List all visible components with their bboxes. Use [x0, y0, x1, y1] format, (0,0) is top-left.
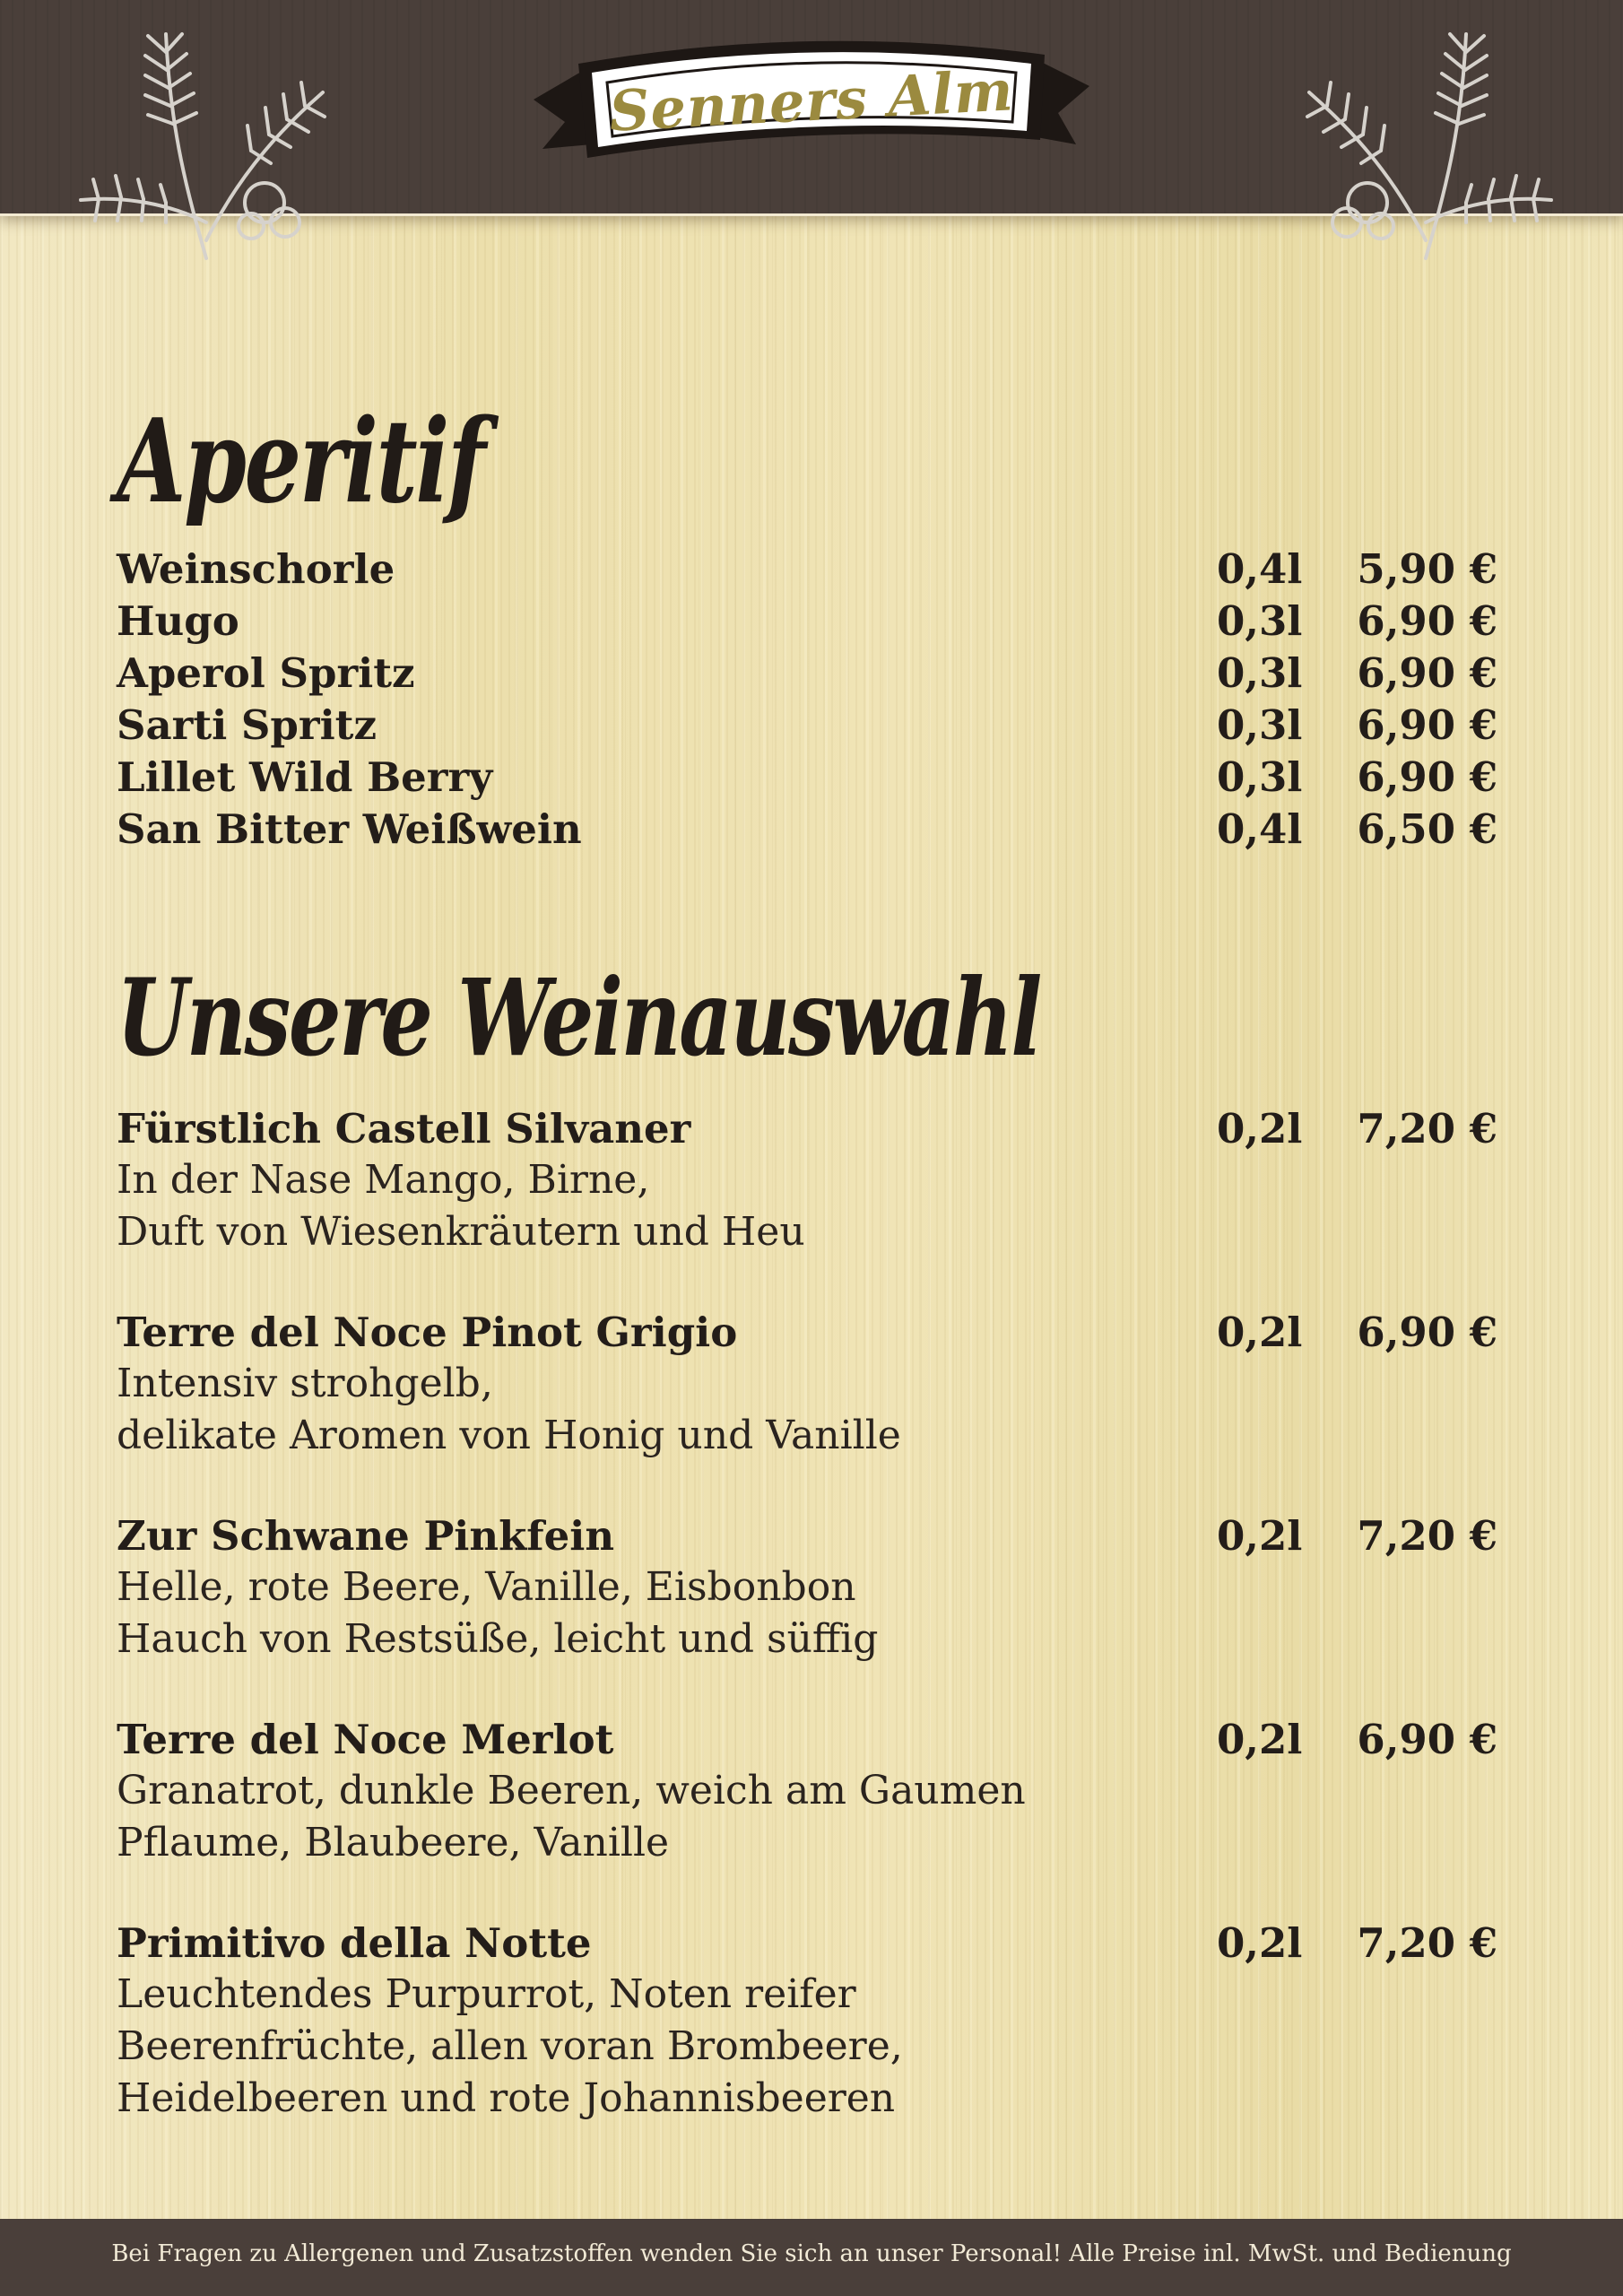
item-description: Hauch von Restsüße, leicht und süffig — [117, 1616, 879, 1662]
item-price: 6,90 € — [1357, 1309, 1497, 1356]
item-name: Lillet Wild Berry — [117, 753, 493, 801]
pine-branch-icon — [72, 16, 341, 267]
item-price: 6,90 € — [1357, 753, 1497, 801]
item-price: 6,90 € — [1357, 701, 1497, 749]
item-name: San Bitter Weißwein — [117, 805, 582, 853]
wine-item — [117, 1512, 1497, 1662]
item-description: delikate Aromen von Honig und Vanille — [117, 1413, 901, 1458]
item-price: 7,20 € — [1357, 1919, 1497, 1967]
wine-item — [117, 1105, 1497, 1255]
item-volume: 0,2l — [1217, 1512, 1303, 1560]
item-volume: 0,2l — [1217, 1309, 1303, 1356]
section-title-aperitif: Aperitif — [117, 395, 484, 529]
pine-branch-icon — [1291, 16, 1560, 267]
item-name: Terre del Noce Pinot Grigio — [117, 1309, 738, 1356]
footer-bar — [0, 2219, 1623, 2296]
menu-item — [117, 805, 1497, 857]
item-volume: 0,2l — [1217, 1919, 1303, 1967]
item-description: Heidelbeeren und rote Johannisbeeren — [117, 2075, 896, 2121]
item-description: Helle, rote Beere, Vanille, Eisbonbon — [117, 1564, 856, 1610]
item-name: Fürstlich Castell Silvaner — [117, 1105, 691, 1152]
item-volume: 0,2l — [1217, 1105, 1303, 1152]
logo — [525, 32, 1098, 185]
item-description: In der Nase Mango, Birne, — [117, 1157, 650, 1203]
item-description: Duft von Wiesenkräutern und Heu — [117, 1209, 805, 1255]
item-price: 6,50 € — [1357, 805, 1497, 853]
wine-item — [117, 1309, 1497, 1458]
item-name: Hugo — [117, 597, 239, 645]
footer-note: Bei Fragen zu Allergenen und Zusatzstoffen wenden Sie sich an unser Personal! Alle Preise inl. MwSt. und Bedienung — [111, 2240, 1512, 2267]
menu-item — [117, 597, 1497, 649]
item-description: Pflaume, Blaubeere, Vanille — [117, 1820, 670, 1866]
wine-item — [117, 1716, 1497, 1866]
item-name: Aperol Spritz — [117, 649, 415, 697]
logo-text: Senners Alm — [607, 57, 1016, 144]
item-description: Beerenfrüchte, allen voran Brombeere, — [117, 2023, 903, 2069]
item-volume: 0,3l — [1217, 701, 1303, 749]
item-description: Leuchtendes Purpurrot, Noten reifer — [117, 1971, 856, 2017]
wine-item — [117, 1919, 1497, 2121]
menu-item — [117, 545, 1497, 597]
menu-item — [117, 753, 1497, 805]
item-volume: 0,3l — [1217, 597, 1303, 645]
item-description: Intensiv strohgelb, — [117, 1361, 493, 1406]
item-volume: 0,3l — [1217, 753, 1303, 801]
item-volume: 0,3l — [1217, 649, 1303, 697]
item-name: Sarti Spritz — [117, 701, 378, 749]
item-price: 6,90 € — [1357, 649, 1497, 697]
item-price: 6,90 € — [1357, 597, 1497, 645]
item-name: Primitivo della Notte — [117, 1919, 592, 1967]
item-price: 5,90 € — [1357, 545, 1497, 593]
item-name: Zur Schwane Pinkfein — [117, 1512, 615, 1560]
item-price: 7,20 € — [1357, 1105, 1497, 1152]
menu-item — [117, 701, 1497, 753]
section-title-wines: Unsere Weinauswahl — [117, 955, 1040, 1080]
item-name: Weinschorle — [117, 545, 395, 593]
item-description: Granatrot, dunkle Beeren, weich am Gaumen — [117, 1768, 1026, 1813]
menu-item — [117, 649, 1497, 701]
item-volume: 0,4l — [1217, 805, 1303, 853]
item-price: 6,90 € — [1357, 1716, 1497, 1763]
item-price: 7,20 € — [1357, 1512, 1497, 1560]
item-name: Terre del Noce Merlot — [117, 1716, 614, 1763]
item-volume: 0,2l — [1217, 1716, 1303, 1763]
item-volume: 0,4l — [1217, 545, 1303, 593]
